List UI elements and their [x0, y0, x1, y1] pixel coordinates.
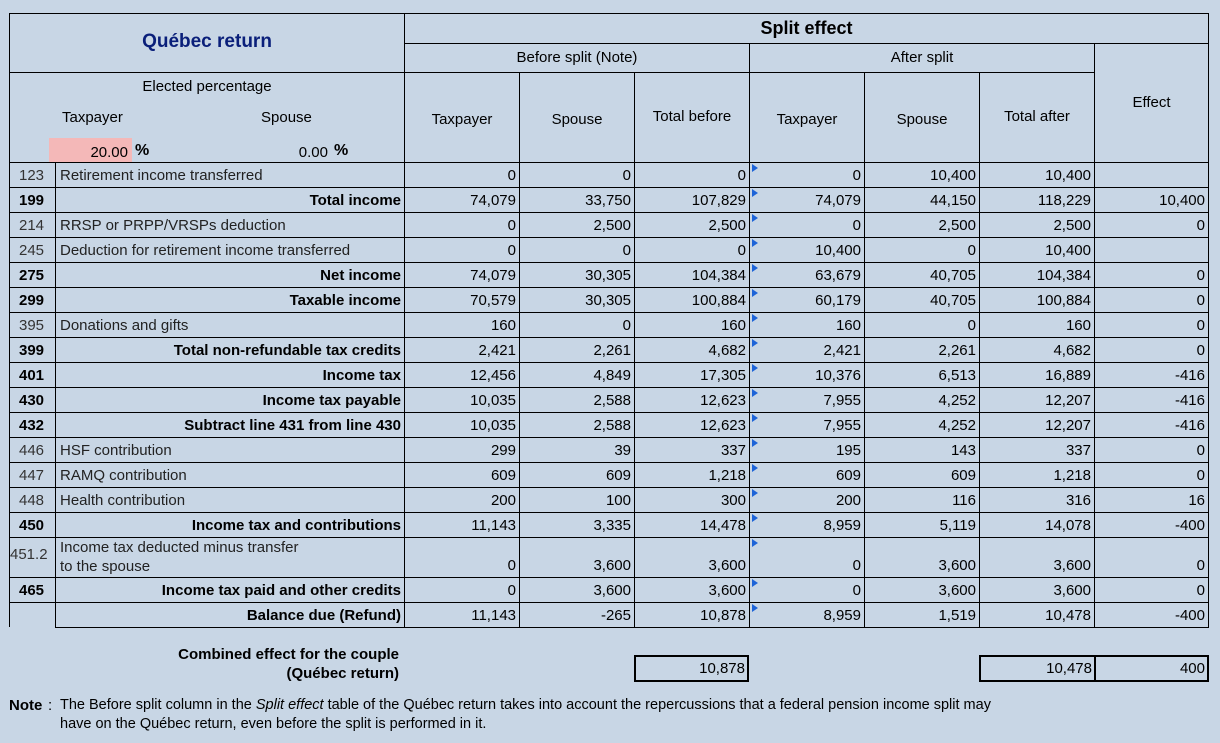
value-cell-atp[interactable]: 0: [852, 167, 861, 184]
split-effect-header: Split effect: [760, 18, 853, 38]
note-text-1a: The Before split column in the: [60, 697, 256, 713]
field-marker-icon: [752, 604, 758, 612]
note-label: Note: [9, 697, 43, 714]
value-cell-tp: 299: [490, 442, 516, 459]
value-cell-tb: 17,305: [700, 367, 746, 384]
spouse-pct-sign: %: [334, 142, 349, 159]
value-cell-eff: -400: [1174, 607, 1205, 624]
value-cell-atp[interactable]: 0: [852, 217, 861, 234]
note-colon: :: [48, 697, 53, 714]
value-cell-atp[interactable]: 160: [835, 317, 861, 334]
row-label: Total income: [309, 192, 401, 209]
value-cell-sp: 30,305: [585, 292, 631, 309]
value-cell-tp: 2,421: [478, 342, 516, 359]
col-header-taxpayer-after: Taxpayer: [776, 111, 838, 128]
value-cell-tb: 3,600: [708, 557, 746, 574]
value-cell-tp: 200: [490, 492, 516, 509]
value-cell-sp: 33,750: [585, 192, 631, 209]
value-cell-eff: 16: [1188, 492, 1205, 509]
value-cell-atp[interactable]: 7,955: [823, 392, 861, 409]
value-cell-asp[interactable]: 0: [967, 242, 976, 259]
field-marker-icon: [752, 339, 758, 347]
value-cell-eff: 0: [1196, 467, 1205, 484]
line-number: 465: [19, 582, 45, 599]
value-cell-ta: 100,884: [1036, 292, 1091, 309]
row-label: Deduction for retirement income transferred: [60, 242, 351, 259]
value-cell-atp[interactable]: 2,421: [823, 342, 861, 359]
value-cell-atp[interactable]: 0: [852, 557, 861, 574]
before-split-header: Before split (Note): [516, 49, 638, 66]
row-label: Balance due (Refund): [246, 607, 401, 624]
value-cell-tb: 2,500: [708, 217, 746, 234]
line-number: 451.2: [10, 546, 48, 563]
note-text-1b: table of the Québec return takes into account the repercussions that a federal pension income split may: [323, 697, 991, 713]
value-cell-atp[interactable]: 63,679: [815, 267, 861, 284]
value-cell-asp[interactable]: 6,513: [938, 367, 976, 384]
value-cell-tb: 0: [737, 242, 746, 259]
value-cell-tp: 0: [507, 557, 516, 574]
value-cell-ta: 118,229: [1037, 192, 1091, 209]
field-marker-icon: [752, 464, 758, 472]
row-label: Subtract line 431 from line 430: [184, 417, 401, 434]
line-number: 299: [19, 292, 45, 309]
value-cell-eff: 0: [1196, 317, 1205, 334]
line-number: 432: [19, 417, 45, 434]
value-cell-atp[interactable]: 200: [835, 492, 861, 509]
value-cell-tb: 1,218: [708, 467, 746, 484]
value-cell-tp: 10,035: [470, 417, 516, 434]
field-marker-icon: [752, 214, 758, 222]
line-number: 245: [19, 242, 45, 259]
value-cell-ta: 1,218: [1053, 467, 1091, 484]
value-cell-asp[interactable]: 4,252: [938, 417, 976, 434]
value-cell-eff: -416: [1174, 392, 1205, 409]
row-label: Retirement income transferred: [60, 167, 263, 184]
col-header-total-after: Total after: [1004, 108, 1070, 125]
value-cell-asp[interactable]: 10,400: [930, 167, 976, 184]
row-label: Net income: [320, 267, 401, 284]
value-cell-sp: 2,500: [593, 217, 631, 234]
field-marker-icon: [752, 539, 758, 547]
value-cell-asp[interactable]: 4,252: [938, 392, 976, 409]
value-cell-tb: 160: [720, 317, 746, 334]
value-cell-asp[interactable]: 2,261: [938, 342, 976, 359]
value-cell-tb: 0: [737, 167, 746, 184]
col-header-effect: Effect: [1132, 94, 1171, 111]
col-header-spouse-before: Spouse: [551, 111, 603, 128]
combined-effect-label-2: (Québec return): [286, 665, 399, 682]
row-label: Income tax: [322, 367, 401, 384]
value-cell-atp[interactable]: 10,376: [815, 367, 861, 384]
value-cell-atp[interactable]: 60,179: [815, 292, 861, 309]
field-marker-icon: [752, 364, 758, 372]
combined-effect-label: Combined effect for the couple: [178, 646, 399, 663]
value-cell-sp: 4,849: [593, 367, 631, 384]
value-cell-tp: 0: [507, 217, 516, 234]
value-cell-ta: 14,078: [1045, 517, 1091, 534]
row-label: Total non-refundable tax credits: [173, 342, 401, 359]
note-text-line-1: [60, 697, 991, 713]
value-cell-tp: 609: [490, 467, 516, 484]
value-cell-asp[interactable]: 44,150: [930, 192, 976, 209]
value-cell-tp: 11,143: [471, 607, 516, 624]
value-cell-tp: 12,456: [470, 367, 516, 384]
value-cell-sp: 0: [622, 317, 631, 334]
value-cell-eff: 10,400: [1159, 192, 1205, 209]
value-cell-ta: 3,600: [1053, 582, 1091, 599]
value-cell-tb: 14,478: [700, 517, 746, 534]
page-title: Québec return: [142, 31, 272, 52]
value-cell-atp[interactable]: 74,079: [815, 192, 861, 209]
value-cell-eff: -416: [1174, 367, 1205, 384]
col-header-taxpayer-before: Taxpayer: [431, 111, 493, 128]
value-cell-tb: 100,884: [691, 292, 746, 309]
value-cell-tb: 12,623: [700, 417, 746, 434]
value-cell-atp[interactable]: 0: [852, 582, 861, 599]
value-cell-sp: 30,305: [585, 267, 631, 284]
value-cell-eff: -400: [1174, 517, 1205, 534]
row-label: Income tax paid and other credits: [161, 582, 401, 599]
field-marker-icon: [752, 289, 758, 297]
line-number: 450: [19, 517, 45, 534]
value-cell-ta: 10,400: [1045, 242, 1091, 259]
value-cell-sp: 2,588: [593, 392, 631, 409]
value-cell-tp: 0: [507, 167, 516, 184]
line-number: 430: [19, 392, 45, 409]
value-cell-tp: 74,079: [470, 192, 516, 209]
value-cell-asp[interactable]: 1,519: [938, 607, 976, 624]
field-marker-icon: [752, 414, 758, 422]
line-number: 401: [19, 367, 45, 384]
line-number: 123: [19, 167, 45, 184]
value-cell-ta: 4,682: [1053, 342, 1091, 359]
spouse-after-focus-box[interactable]: [864, 162, 980, 188]
field-marker-icon: [752, 579, 758, 587]
combined-effect-value: 400: [1179, 660, 1205, 677]
value-cell-tp: 0: [507, 582, 516, 599]
row-label: Health contribution: [60, 492, 186, 509]
value-cell-asp[interactable]: 609: [950, 467, 976, 484]
value-cell-sp: 0: [622, 242, 631, 259]
row-label: Taxable income: [289, 292, 401, 309]
line-number: 446: [19, 442, 45, 459]
value-cell-tp: 70,579: [470, 292, 516, 309]
combined-before-value: 10,878: [699, 660, 745, 677]
value-cell-tb: 104,384: [691, 267, 746, 284]
value-cell-ta: 10,478: [1045, 607, 1091, 624]
value-cell-atp[interactable]: 8,959: [823, 607, 861, 624]
value-cell-asp[interactable]: 0: [967, 317, 976, 334]
value-cell-tb: 10,878: [700, 607, 746, 624]
value-cell-tb: 12,623: [700, 392, 746, 409]
value-cell-asp[interactable]: 2,500: [938, 217, 976, 234]
field-marker-icon: [752, 514, 758, 522]
value-cell-atp[interactable]: 195: [835, 442, 861, 459]
value-cell-sp: 0: [622, 167, 631, 184]
value-cell-eff: 0: [1196, 217, 1205, 234]
after-split-header: After split: [890, 49, 954, 66]
value-cell-asp[interactable]: 3,600: [938, 557, 976, 574]
value-cell-asp[interactable]: 143: [950, 442, 976, 459]
field-marker-icon: [752, 164, 758, 172]
line-number: 395: [19, 317, 45, 334]
taxpayer-pct-input[interactable]: 20.00: [90, 144, 128, 161]
value-cell-tp: 74,079: [470, 267, 516, 284]
taxpayer-after-focus-box[interactable]: [749, 237, 865, 263]
value-cell-sp: 609: [605, 467, 631, 484]
field-marker-icon: [752, 314, 758, 322]
row-label: Income tax deducted minus transfer: [60, 539, 299, 556]
value-cell-tp: 0: [507, 242, 516, 259]
note-text-1-italic: Split effect: [255, 697, 324, 713]
value-cell-eff: 0: [1196, 267, 1205, 284]
value-cell-ta: 2,500: [1053, 217, 1091, 234]
value-cell-sp: 3,600: [593, 582, 631, 599]
value-cell-sp: 2,261: [593, 342, 631, 359]
taxpayer-pct-sign: %: [135, 142, 150, 159]
value-cell-atp[interactable]: 8,959: [823, 517, 861, 534]
value-cell-ta: 160: [1065, 317, 1091, 334]
value-cell-tb: 107,829: [691, 192, 746, 209]
value-cell-atp[interactable]: 10,400: [815, 242, 861, 259]
taxpayer-pct-label: Taxpayer: [62, 109, 123, 126]
combined-after-value: 10,478: [1046, 660, 1092, 677]
value-cell-ta: 3,600: [1053, 557, 1091, 574]
row-label: RRSP or PRPP/VRSPs deduction: [60, 217, 286, 234]
value-cell-atp[interactable]: 609: [835, 467, 861, 484]
value-cell-ta: 12,207: [1045, 392, 1091, 409]
value-cell-ta: 337: [1065, 442, 1091, 459]
line-number: 199: [19, 192, 45, 209]
line-number: 214: [19, 217, 45, 234]
row-label: Donations and gifts: [60, 317, 189, 334]
row-label-continued: to the spouse: [60, 558, 151, 575]
value-cell-tb: 4,682: [708, 342, 746, 359]
value-cell-eff: 0: [1196, 582, 1205, 599]
value-cell-sp: 2,588: [593, 417, 631, 434]
value-cell-eff: -416: [1174, 417, 1205, 434]
line-number: 275: [19, 267, 45, 284]
spouse-pct-label: Spouse: [261, 109, 312, 126]
value-cell-tp: 11,143: [471, 517, 516, 534]
value-cell-sp: 39: [614, 442, 631, 459]
value-cell-eff: 0: [1196, 557, 1205, 574]
value-cell-eff: 0: [1196, 442, 1205, 459]
value-cell-ta: 316: [1065, 492, 1091, 509]
field-marker-icon: [752, 264, 758, 272]
value-cell-eff: 0: [1196, 292, 1205, 309]
note-text-line-2: have on the Québec return, even before the split is performed in it.: [60, 716, 487, 732]
value-cell-sp: 3,600: [593, 557, 631, 574]
col-header-total-before: Total before: [652, 108, 732, 125]
value-cell-tb: 337: [720, 442, 746, 459]
value-cell-asp[interactable]: 40,705: [930, 292, 976, 309]
value-cell-atp[interactable]: 7,955: [823, 417, 861, 434]
value-cell-tb: 3,600: [708, 582, 746, 599]
value-cell-sp: -265: [600, 607, 631, 624]
value-cell-eff: 0: [1196, 342, 1205, 359]
value-cell-tp: 10,035: [470, 392, 516, 409]
row-label: HSF contribution: [60, 442, 172, 459]
value-cell-sp: 100: [605, 492, 631, 509]
value-cell-asp[interactable]: 116: [952, 492, 976, 509]
value-cell-asp[interactable]: 40,705: [930, 267, 976, 284]
value-cell-tp: 160: [490, 317, 516, 334]
value-cell-asp[interactable]: 3,600: [938, 582, 976, 599]
value-cell-ta: 16,889: [1045, 367, 1091, 384]
value-cell-asp[interactable]: 5,119: [939, 517, 976, 534]
value-cell-ta: 104,384: [1036, 267, 1091, 284]
value-cell-sp: 3,335: [593, 517, 631, 534]
line-number: 448: [19, 492, 45, 509]
field-marker-icon: [752, 389, 758, 397]
spouse-pct-value: 0.00: [298, 144, 328, 161]
value-cell-tb: 300: [720, 492, 746, 509]
value-cell-ta: 12,207: [1045, 417, 1091, 434]
row-label: RAMQ contribution: [60, 467, 187, 484]
line-number: 399: [19, 342, 45, 359]
field-marker-icon: [752, 189, 758, 197]
field-marker-icon: [752, 439, 758, 447]
col-header-spouse-after: Spouse: [896, 111, 948, 128]
field-marker-icon: [752, 489, 758, 497]
row-label: Income tax payable: [262, 392, 401, 409]
elected-percentage-label: Elected percentage: [142, 78, 272, 95]
row-label: Income tax and contributions: [191, 517, 401, 534]
value-cell-ta: 10,400: [1045, 167, 1091, 184]
line-number: 447: [19, 467, 45, 484]
